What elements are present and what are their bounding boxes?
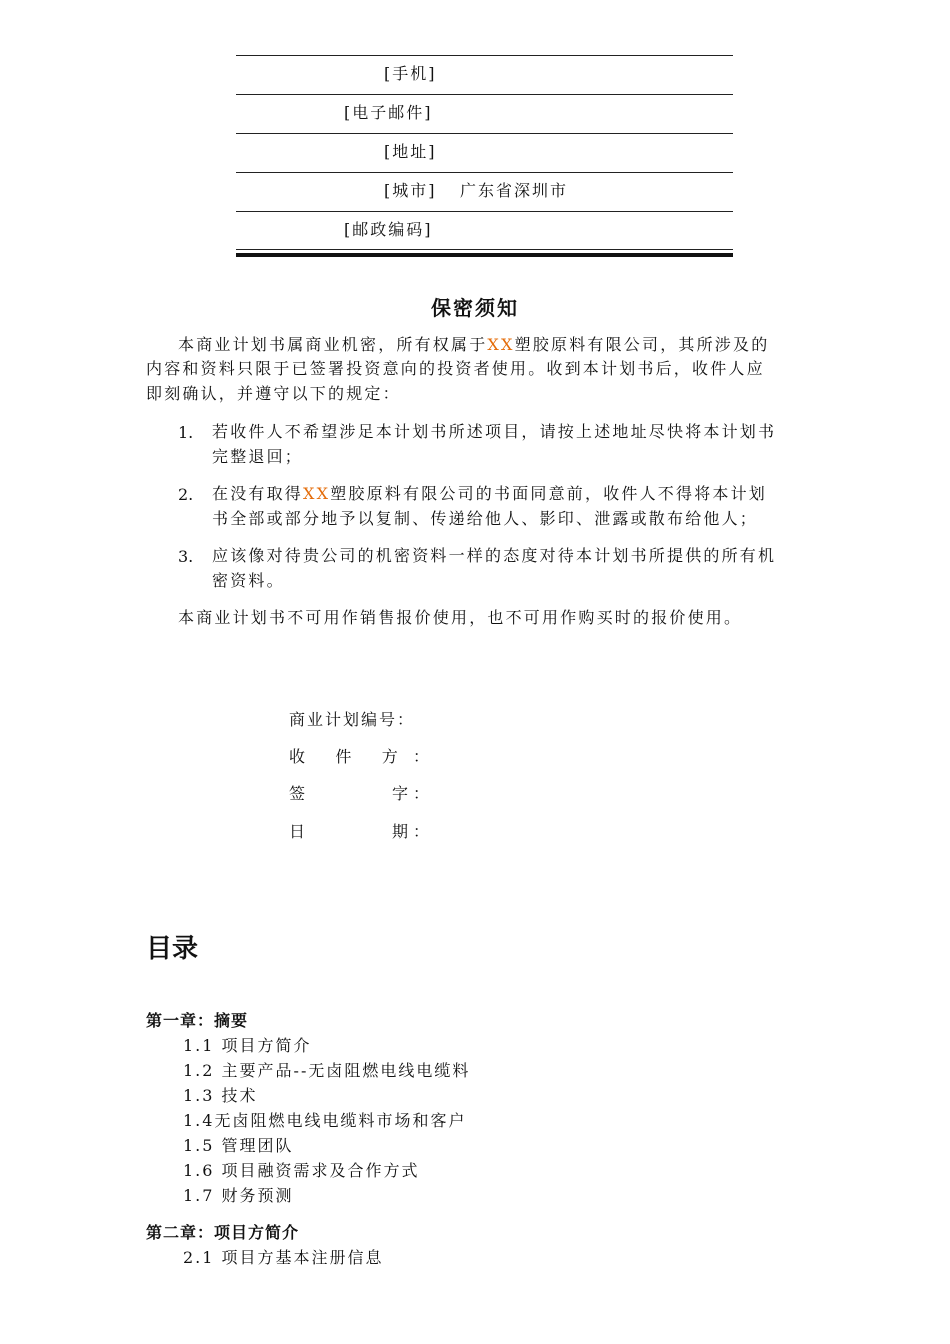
list-item-1-line1: 若收件人不希望涉足本计划书所述项目，请按上述地址尽快将本计划书 — [212, 422, 777, 441]
notice-intro-line1 — [178, 333, 769, 358]
phone-label: [手机] — [384, 64, 437, 83]
list-item-3-line1: 应该像对待贵公司的机密资料一样的态度对待本计划书所提供的所有机 — [212, 546, 777, 565]
contact-table — [236, 55, 733, 250]
notice-closing: 本商业计划书不可用作销售报价使用，也不可用作购买时的报价使用。 — [178, 608, 743, 627]
table-bottom-thick-rule — [236, 253, 733, 257]
list-item-1-line2: 完整退回； — [212, 447, 304, 466]
city-value: 广东省深圳市 — [460, 181, 569, 200]
toc-chapter-1[interactable]: 第一章：摘要 — [146, 1011, 249, 1030]
toc-chapter-2[interactable]: 第二章：项目方简介 — [146, 1223, 300, 1242]
company-abbr: XX — [487, 335, 515, 354]
date-label: 日 期 — [289, 822, 411, 841]
email-label: [电子邮件] — [344, 103, 433, 122]
notice-intro-line3: 即刻确认，并遵守以下的规定： — [146, 384, 401, 403]
contact-row-email — [236, 94, 733, 133]
signature-field — [289, 781, 431, 804]
toc-item[interactable]: 1.3 技术 — [183, 1086, 258, 1105]
recipient-field — [289, 744, 431, 767]
item2-text-b: 塑胶原料有限公司的书面同意前，收件人不得将本计划 — [330, 484, 768, 503]
list-item-2-line2: 书全部或部分地予以复制、传递给他人、影印、泄露或散布给他人； — [212, 509, 759, 528]
contact-row-address — [236, 133, 733, 172]
list-number-1: 1. — [178, 423, 194, 442]
address-label: [地址] — [384, 142, 437, 161]
intro-text-a: 本商业计划书属商业机密，所有权属于 — [178, 335, 488, 354]
contact-row-city — [236, 172, 733, 211]
toc-item[interactable]: 1.4无卤阻燃电线电缆料市场和客户 — [183, 1111, 467, 1130]
signature-label: 签 字 — [289, 784, 411, 803]
list-number-2: 2. — [178, 485, 194, 504]
city-label: [城市] — [384, 181, 437, 200]
contact-row-postcode — [236, 211, 733, 250]
table-bottom-rule — [236, 249, 733, 250]
list-item-3-line2: 密资料。 — [212, 571, 285, 590]
company-abbr: XX — [303, 484, 331, 503]
toc-item[interactable]: 1.6 项目融资需求及合作方式 — [183, 1161, 420, 1180]
toc-item[interactable]: 1.7 财务预测 — [183, 1186, 294, 1205]
notice-title: 保密须知 — [431, 296, 519, 320]
toc-item[interactable]: 2.1 项目方基本注册信息 — [183, 1248, 384, 1267]
plan-number-field: 商业计划编号： — [289, 710, 416, 729]
postcode-label: [邮政编码] — [344, 220, 433, 239]
item2-text-a: 在没有取得 — [212, 484, 304, 503]
toc-item[interactable]: 1.5 管理团队 — [183, 1136, 294, 1155]
intro-text-b: 塑胶原料有限公司，其所涉及的 — [514, 335, 770, 354]
date-field — [289, 819, 431, 842]
toc-item[interactable]: 1.1 项目方简介 — [183, 1036, 312, 1055]
date-colon: ： — [413, 822, 432, 841]
toc-item[interactable]: 1.2 主要产品--无卤阻燃电线电缆料 — [183, 1061, 471, 1080]
signature-colon: ： — [413, 784, 432, 803]
list-number-3: 3. — [178, 547, 194, 566]
toc-title: 目录 — [146, 934, 199, 964]
recipient-colon: ： — [413, 747, 432, 766]
contact-row-phone — [236, 55, 733, 94]
recipient-label: 收 件 方 — [289, 747, 400, 766]
list-item-2-line1 — [212, 482, 767, 507]
notice-intro-line2: 内容和资料只限于已签署投资意向的投资者使用。收到本计划书后，收件人应 — [146, 359, 765, 378]
